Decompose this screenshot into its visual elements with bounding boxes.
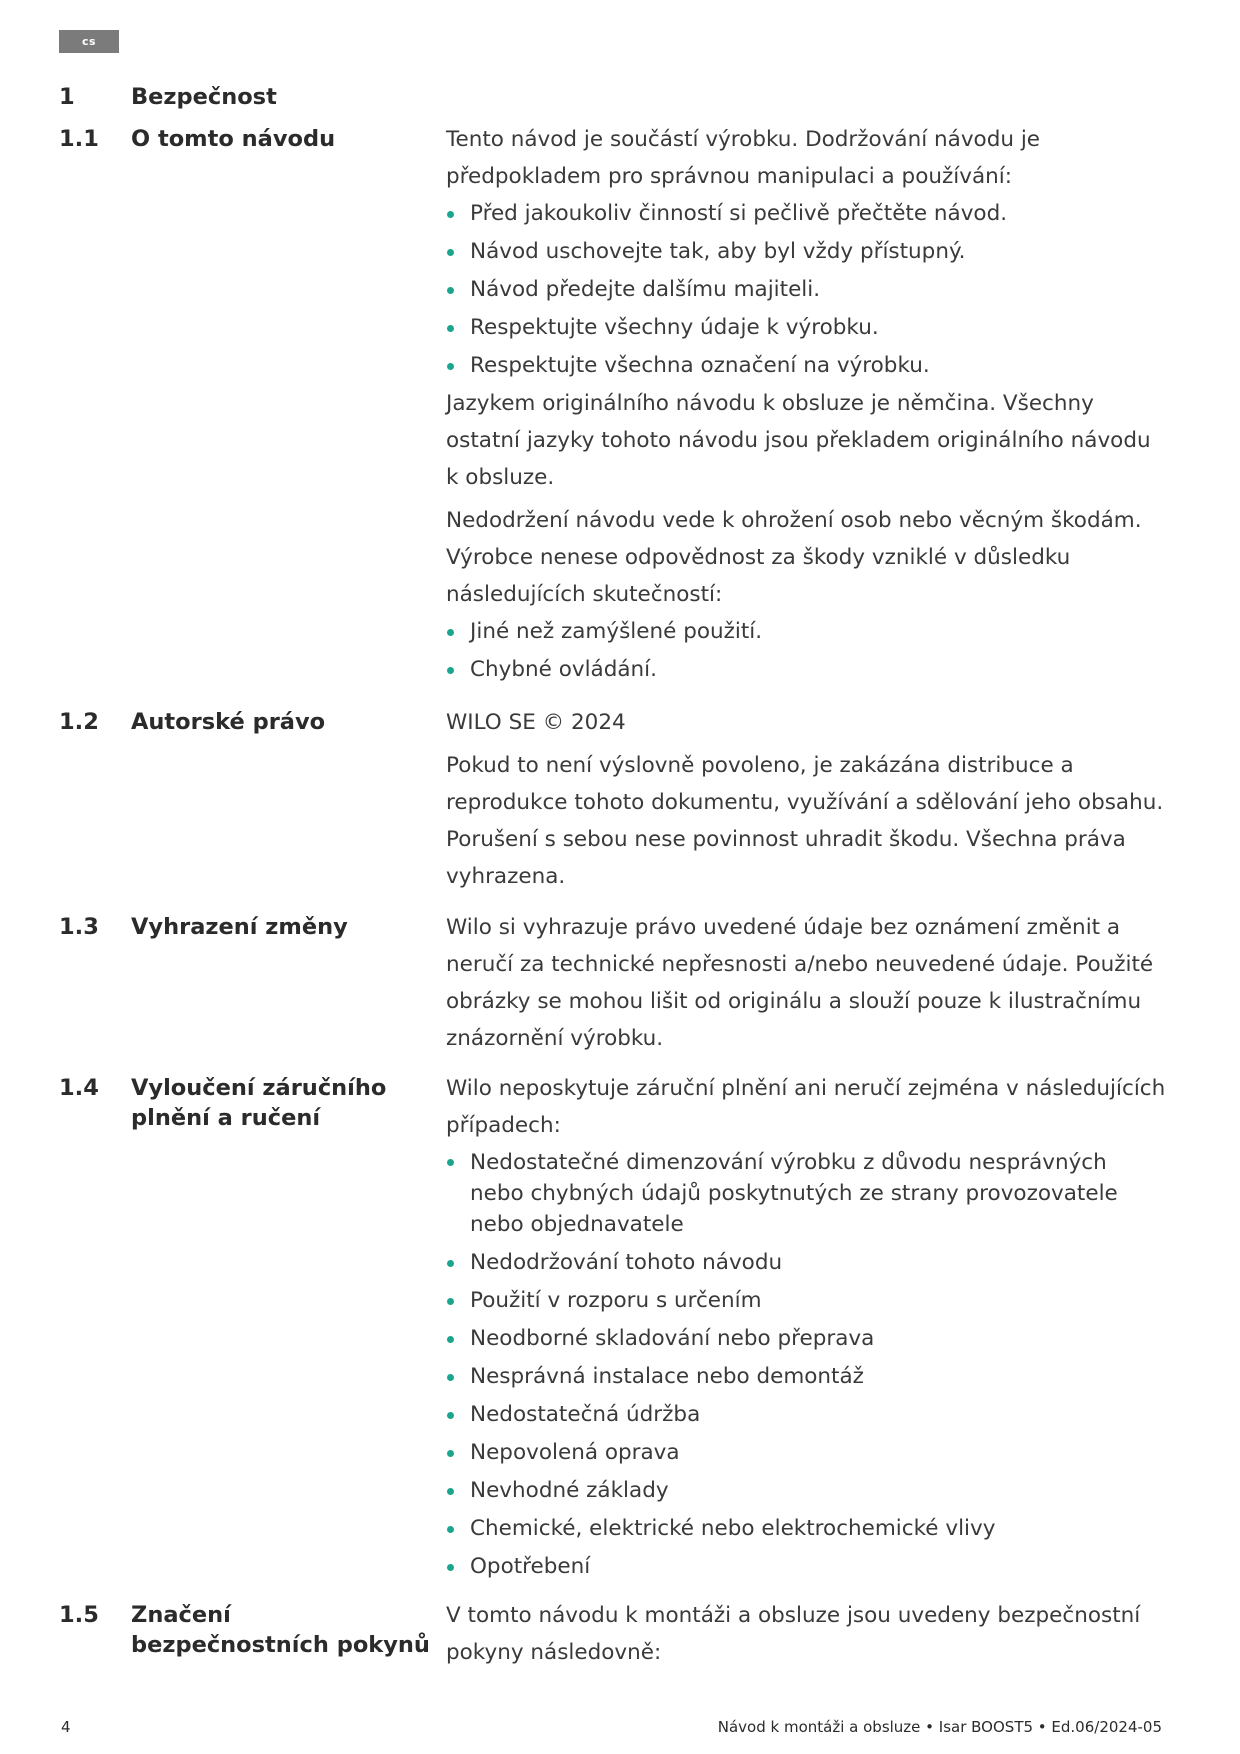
bullet-dot-icon — [447, 1260, 454, 1267]
section-number: 1.4 — [59, 1075, 99, 1101]
section-title: Značení bezpečnostních pokynů — [131, 1602, 430, 1658]
bullet-dot-icon — [447, 1159, 454, 1166]
section-number: 1.1 — [59, 126, 99, 152]
bullet-dot-icon — [447, 1298, 454, 1305]
list-item — [446, 1244, 1166, 1282]
section-1-1-body — [446, 121, 1166, 689]
section-1-4-body — [446, 1070, 1166, 1586]
list-item-text: Jiné než zamýšlené použití. — [470, 619, 763, 644]
section-title: O tomto návodu — [131, 126, 336, 152]
paragraph: Wilo si vyhrazuje právo uvedené údaje bez oznámení změnit a neručí za technické nepřesnosti a/nebo neuvedené údaje. Použité obrázky se mohou lišit od originálu a slouží pouze k ilustračnímu znázornění výrobku. — [446, 915, 1154, 1051]
list-item — [446, 309, 1166, 347]
footer-doc-info: Návod k montáži a obsluze • Isar BOOST5 • Ed.06/2024-05 — [717, 1718, 1162, 1736]
bullet-dot-icon — [447, 1564, 454, 1571]
list-item — [446, 1472, 1166, 1510]
section-title: Bezpečnost — [131, 84, 277, 110]
list-item-text: Respektujte všechny údaje k výrobku. — [470, 315, 879, 340]
paragraph: Tento návod je součástí výrobku. Dodržování návodu je předpokladem pro správnou manipulaci a používání: — [446, 127, 1041, 189]
paragraph: WILO SE © 2024 — [446, 710, 626, 735]
bullet-dot-icon — [447, 325, 454, 332]
section-1-2-body — [446, 704, 1166, 895]
paragraph: Jazykem originálního návodu k obsluze je němčina. Všechny ostatní jazyky tohoto návodu jsou překladem originálního návodu k obsluze. — [446, 391, 1151, 490]
list-item — [446, 1548, 1166, 1586]
paragraph: Wilo neposkytuje záruční plnění ani neručí zejména v následujících případech: — [446, 1076, 1166, 1138]
section-title: Autorské právo — [131, 709, 326, 735]
bullet-dot-icon — [447, 249, 454, 256]
list-item-text: Neodborné skladování nebo přeprava — [470, 1326, 875, 1351]
bullet-dot-icon — [447, 1488, 454, 1495]
list-item-text: Nedostatečná údržba — [470, 1402, 701, 1427]
list-item — [446, 613, 1166, 651]
list-item — [446, 347, 1166, 385]
section-title: Vyloučení záručního plnění a ručení — [131, 1075, 387, 1131]
paragraph: Pokud to není výslovně povoleno, je zakázána distribuce a reprodukce tohoto dokumentu, využívání a sdělování jeho obsahu. Porušení s sebou nese povinnost uhradit škodu. Všechna práva vyhrazena. — [446, 753, 1164, 889]
list-item-text: Chybné ovládání. — [470, 657, 657, 682]
bullet-list — [446, 613, 1166, 689]
list-item — [446, 1358, 1166, 1396]
section-number: 1.2 — [59, 709, 99, 735]
language-tag: cs — [59, 30, 119, 53]
bullet-dot-icon — [447, 363, 454, 370]
bullet-dot-icon — [447, 211, 454, 218]
section-number: 1.3 — [59, 914, 99, 940]
bullet-dot-icon — [447, 287, 454, 294]
bullet-dot-icon — [447, 1412, 454, 1419]
bullet-dot-icon — [447, 1374, 454, 1381]
bullet-dot-icon — [447, 1336, 454, 1343]
bullet-dot-icon — [447, 629, 454, 636]
paragraph: Nedodržení návodu vede k ohrožení osob nebo věcným škodám. Výrobce nenese odpovědnost za škody vzniklé v důsledku následujících skutečností: — [446, 508, 1142, 607]
section-1-3-body — [446, 909, 1166, 1057]
list-item — [446, 651, 1166, 689]
list-item — [446, 195, 1166, 233]
list-item-text: Respektujte všechna označení na výrobku. — [470, 353, 930, 378]
list-item-text: Nedodržování tohoto návodu — [470, 1250, 783, 1275]
list-item-text: Použití v rozporu s určením — [470, 1288, 762, 1313]
list-item — [446, 1434, 1166, 1472]
section-number: 1.5 — [59, 1602, 99, 1628]
list-item — [446, 271, 1166, 309]
list-item-text: Nepovolená oprava — [470, 1440, 680, 1465]
paragraph: V tomto návodu k montáži a obsluze jsou uvedeny bezpečnostní pokyny následovně: — [446, 1603, 1141, 1665]
bullet-dot-icon — [447, 1450, 454, 1457]
section-title: Vyhrazení změny — [131, 914, 348, 940]
list-item-text: Návod uschovejte tak, aby byl vždy přístupný. — [470, 239, 966, 264]
list-item-text: Před jakoukoliv činností si pečlivě přečtěte návod. — [470, 201, 1008, 226]
page-number: 4 — [61, 1718, 71, 1736]
list-item — [446, 1282, 1166, 1320]
list-item — [446, 1144, 1166, 1244]
bullet-list — [446, 195, 1166, 385]
section-number: 1 — [59, 84, 75, 110]
list-item-text: Návod předejte dalšímu majiteli. — [470, 277, 821, 302]
bullet-list — [446, 1144, 1166, 1586]
bullet-dot-icon — [447, 667, 454, 674]
section-1-5-body — [446, 1597, 1166, 1671]
list-item-text: Chemické, elektrické nebo elektrochemické vlivy — [470, 1516, 996, 1541]
list-item-text: Nedostatečné dimenzování výrobku z důvodu nesprávných nebo chybných údajů poskytnutých ze strany provozovatele nebo objednavatele — [470, 1150, 1118, 1237]
list-item-text: Opotřebení — [470, 1554, 591, 1579]
list-item-text: Nesprávná instalace nebo demontáž — [470, 1364, 864, 1389]
list-item — [446, 1320, 1166, 1358]
list-item-text: Nevhodné základy — [470, 1478, 669, 1503]
bullet-dot-icon — [447, 1526, 454, 1533]
list-item — [446, 1396, 1166, 1434]
list-item — [446, 233, 1166, 271]
list-item — [446, 1510, 1166, 1548]
